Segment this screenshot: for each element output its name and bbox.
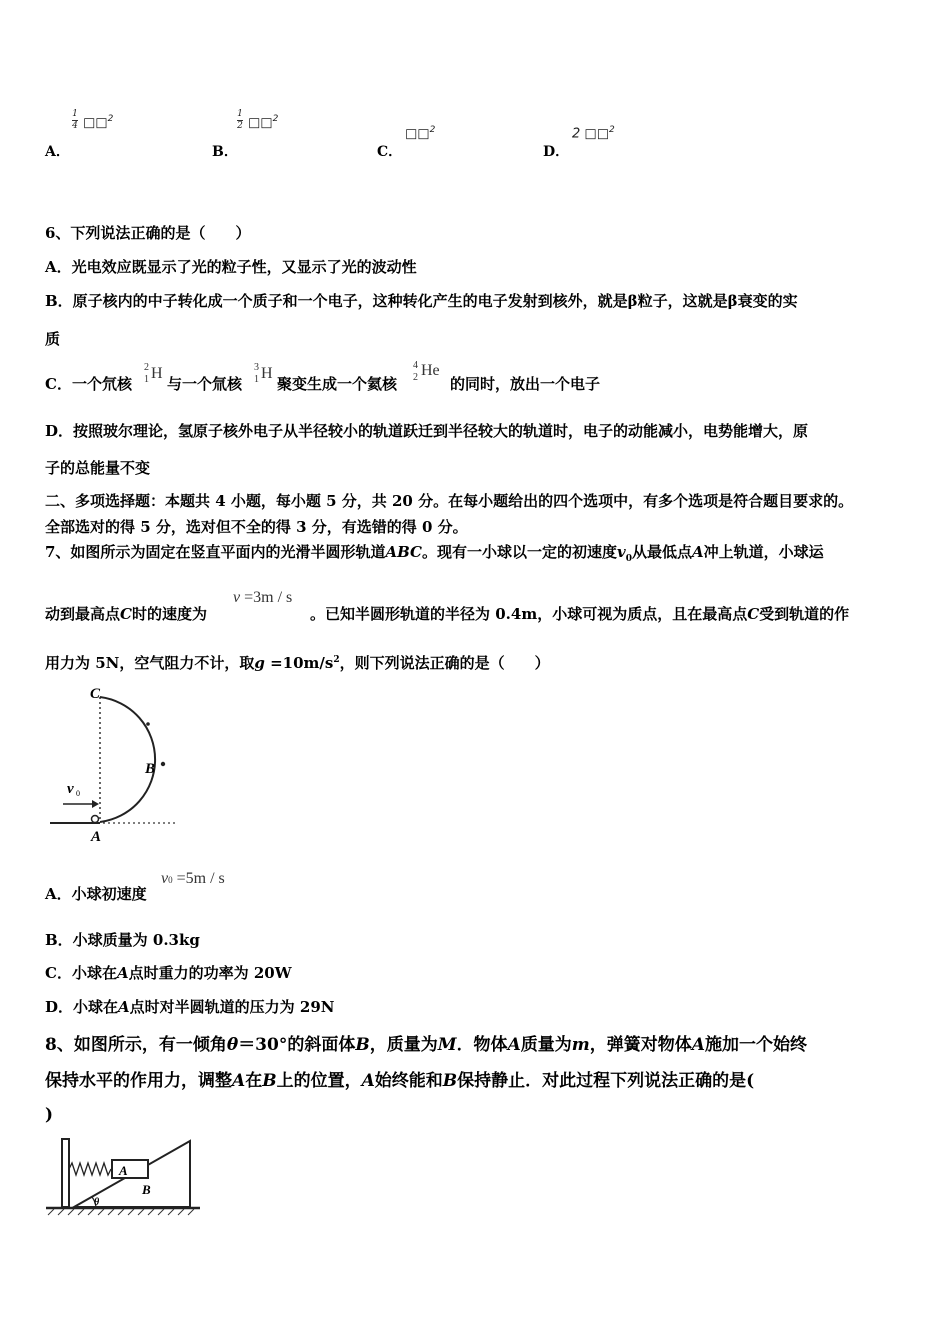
option-text: 的同时，放出一个电子	[450, 375, 601, 393]
q7-stem-line2-part2: 。已知半圆形轨道的半径为 0.4m，小球可视为质点，且在最高点C受到轨道的作	[310, 605, 850, 623]
q7-stem-line2-part1: 动到最高点C时的速度为	[45, 605, 207, 623]
q8-stem-line1: 8、如图所示，有一倾角θ＝30°的斜面体B，质量为M．物体A质量为m，弹簧对物体A施加一个始终	[45, 1035, 807, 1055]
q8-stem-line3: )	[45, 1105, 54, 1125]
q7-option-c[interactable]: C．小球在A点时重力的功率为 20W	[45, 964, 292, 982]
arrow-head	[92, 800, 99, 808]
q6-option-a[interactable]: A．光电效应既显示了光的粒子性，又显示了光的波动性	[45, 258, 417, 276]
formula-initial-velocity: v0 =5m / s	[161, 870, 225, 887]
nuclide-helium: 4 2 He	[413, 360, 440, 383]
point-b-label: B	[145, 761, 156, 777]
option-label: D．	[543, 144, 570, 160]
wall	[62, 1139, 69, 1207]
v0-label: v	[67, 781, 74, 797]
nuclide-tritium: 3 1 H	[254, 362, 273, 385]
missing-formula-glyph: 2 □□$^2$	[572, 125, 615, 142]
q6-option-b-line1[interactable]: B．原子核内的中子转化成一个质子和一个电子，这种转化产生的电子发射到核外，就是β粒子，这就是β衰变的实	[45, 292, 798, 310]
fraction: 1 4	[72, 109, 78, 131]
section-heading-line2: 全部选对的得 5 分，选对但不全的得 3 分，有选错的得 0 分。	[45, 518, 468, 536]
q8-stem-line2: 保持水平的作用力，调整A在B上的位置，A始终能和B保持静止．对此过程下列说法正确的是(	[45, 1071, 755, 1091]
option-label: C．	[377, 144, 403, 160]
point-c-label: C	[90, 686, 101, 702]
missing-formula-glyph: □□$^2$	[83, 114, 114, 131]
q6-stem: 6、下列说法正确的是（ ）	[45, 224, 251, 242]
missing-formula-glyph: □□$^2$	[405, 125, 436, 142]
formula-velocity-c: v =3m / s	[233, 589, 293, 606]
fraction: 1 2	[237, 109, 243, 131]
point-a-label: A	[91, 829, 102, 845]
q8-incline-figure	[44, 1135, 204, 1217]
option-text: 聚变生成一个氦核	[277, 375, 398, 393]
v0-sub-label: 0	[76, 789, 80, 798]
missing-formula-glyph: □□$^2$	[248, 114, 279, 131]
q6-option-b-line2: 质	[45, 330, 61, 348]
label-a: A	[119, 1163, 128, 1178]
q7-semicircle-figure	[45, 682, 185, 847]
semicircle-track	[100, 697, 155, 822]
option-label: A．	[45, 144, 70, 160]
q7-option-b[interactable]: B．小球质量为 0.3kg	[45, 931, 200, 949]
q6-option-d-line1[interactable]: D．按照玻尔理论，氢原子核外电子从半径较小的轨道跃迁到半径较大的轨道时，电子的动能减小，电势能增大，原	[45, 422, 809, 440]
spring	[69, 1163, 111, 1175]
block-a	[112, 1160, 148, 1178]
label-theta: θ	[94, 1197, 100, 1208]
nuclide-deuterium: 2 1 H	[144, 362, 163, 385]
ball	[92, 816, 99, 823]
section-heading-line1: 二、多项选择题：本题共 4 小题，每小题 5 分，共 20 分。在每小题给出的四个选项中，有多个选项是符合题目要求的。	[45, 492, 854, 510]
option-text: 与一个氚核	[167, 375, 243, 393]
option-text: C．一个氘核	[45, 375, 132, 393]
q7-option-d[interactable]: D．小球在A点时对半圆轨道的压力为 29N	[45, 998, 335, 1016]
q7-stem-line1: 7、如图所示为固定在竖直平面内的光滑半圆形轨道ABC。现有一小球以一定的初速度$v_0$从最低点A冲上轨道，小球运	[45, 543, 824, 564]
option-text: A．小球初速度	[45, 885, 147, 903]
q6-option-d-line2: 子的总能量不变	[45, 459, 151, 477]
q7-stem-line3: 用力为 5N，空气阻力不计，取$g =10m/s^2$，则下列说法正确的是（ ）	[45, 654, 550, 672]
option-label: B．	[212, 144, 238, 160]
label-b: B	[142, 1182, 151, 1197]
